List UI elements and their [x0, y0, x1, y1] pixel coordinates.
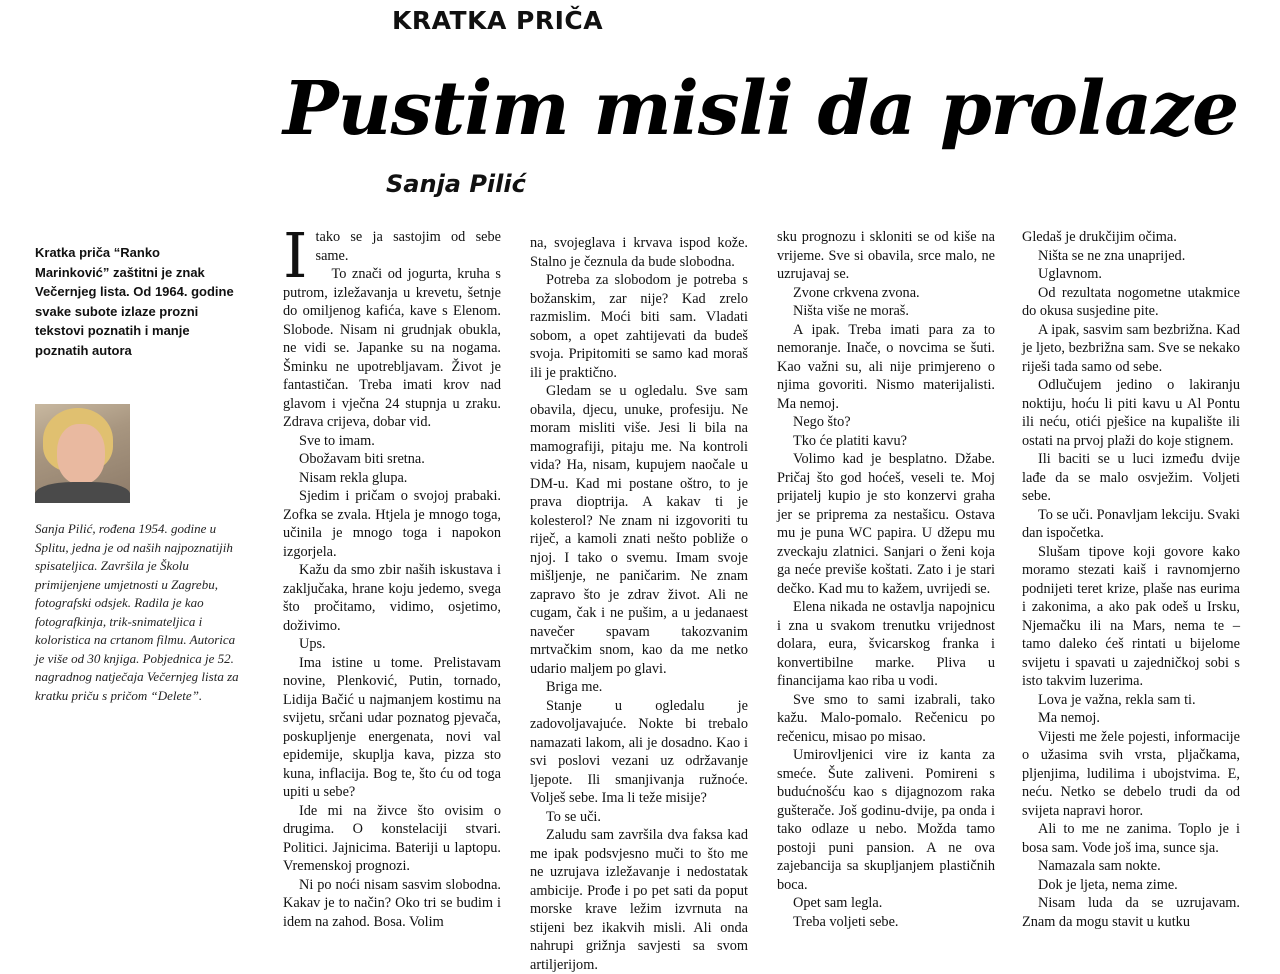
paragraph: Ups. — [299, 636, 326, 652]
paragraph: Kažu da smo zbir naših iskustava i zaključaka, hrane koju jedemo, svega što pročitamo, vidimo, osjetimo, doživimo. — [283, 562, 501, 634]
paragraph: Gledam se u ogledalu. Sve sam obavila, djecu, unuke, profesiju. Ne moram misliti više. Jesi li bila na mamografiji, pitaju me. Na kontroli vida? Ha, nisam, kupujem naočale u DM-u. Kad mi postane oštro, to je prava dioptrija. A kakav ti je kolesterol? Ne znam ni izgovoriti tu riječ, a kamoli znati nešto pobliže o njoj. I tako o svemu. Imam svoje mišljenje, ne paničarim. Ne znam zapravo što je zdrav život. Ali ne cugam, čak i ne pušim, a u jedanaest navečer spavam takozvanim mrtvačkim snom, kao da me netko udario maljem po glavi. — [530, 383, 748, 677]
paragraph: Ni po noći nisam sasvim slobodna. Kakav je to način? Oko tri se budim i idem na zahod. Bosa. Volim — [283, 876, 501, 930]
text-column-4 — [1022, 228, 1240, 931]
paragraph: Umirovljenici vire iz kanta za smeće. Šute zaliveni. Pomireni s budućnošću kao s dijagnozom raka gušterače. Još godinu-dvije, pa onda i tako odlaze u nebo. Možda tamo postoji puni pansion. A ne ova zajebancija sa skupljanjem plastičnih boca. — [777, 747, 995, 893]
article-headline: Pustim misli da prolaze — [283, 66, 1239, 152]
paragraph: To znači od jogurta, kruha s putrom, izležavanja u krevetu, šetnje do omiljenog kafića, kave s Elenom. Slobode. Nisam ni grudnjak obukla, ne vidi se. Japanke su na nogama. Šminku ne upotrebljavam. Život je fantastičan. Treba imati krov nad glavom i vječna 24 stupnja u zraku. Zdrava crijeva, dobar vid. — [283, 266, 501, 430]
paragraph: Ili baciti se u luci između dvije lađe da se malo osvježim. Voljeti sebe. — [1022, 451, 1240, 504]
paragraph: A ipak, sasvim sam bezbrižna. Kad je ljeto, bezbrižna sam. Sve se nekako riješi tada samo od sebe. — [1022, 321, 1240, 375]
paragraph: Ma nemoj. — [1038, 710, 1100, 726]
paragraph: Treba voljeti sebe. — [793, 913, 899, 930]
paragraph: Volimo kad je besplatno. Džabe. Pričaj što god hoćeš, veseli te. Moj prijatelj kupio je sto konzervi graha jer se priprema za nestašicu. Ostava mu je puna WC papira. U džepu mu zveckaju zlatnici. Sanjari o ženi koja ga neće previše koštati. Zato i je stari dečko. Kad mu to kažem, uvrijedi se. — [777, 451, 995, 597]
paragraph: Namazala sam nokte. — [1038, 858, 1161, 874]
paragraph: Slušam tipove koji govore kako moramo stezati kaiš i ravnomjerno podnijeti teret krize, plaše nas eurima i zakonima, a ako pak odeš u Irsku, Njemačku ili na Mars, nema te – tamo daleko ćeš rintati u bijelome svijetu i spavati u zajedničkoj sobi s isto takvim luzerima. — [1022, 543, 1240, 689]
paragraph: Uglavnom. — [1038, 266, 1102, 282]
paragraph: Sve to imam. — [299, 432, 375, 449]
paragraph: sku prognozu i skloniti se od kiše na vrijeme. Sve si obavila, srce malo, ne uzrujavaj se. — [777, 229, 995, 282]
paragraph: A ipak. Treba imati para za to nemoranje. Inače, o novcima se šuti. Kao važni su, ali nije primjereno o njima govoriti. Nismo materijalisti. Ma nemoj. — [777, 321, 995, 412]
paragraph: Ide mi na živce što ovisim o drugima. O konstelaciji stvari. Politici. Jajnicima. Bateriji u laptopu. Vremenskoj prognozi. — [283, 802, 501, 874]
text-column-3 — [777, 228, 995, 931]
author-bio: Sanja Pilić, rođena 1954. godine u Splitu, jedna je od naših najpoznatijih spisateljica. Završila je Školu primijenjene umjetnosti u Zagrebu, fotografski odsjek. Radila je kao fotografkinja, trik-snimateljica i koloristica na crtanom filmu. Autorica je više od 30 knjiga. Pobjednica je 52. nagradnog natječaja Večernjeg lista za kratku priču s pričom “Delete”. — [35, 521, 239, 703]
paragraph: Lova je važna, rekla sam ti. — [1038, 691, 1196, 708]
paragraph: Vijesti me žele pojesti, informacije o užasima svih vrsta, pljačkama, pljenjima, ludilima i ubojstvima. E, neću. Netko se debelo trudi da od svijeta napravi horor. — [1022, 728, 1240, 819]
series-intro: Kratka priča “Ranko Marinković” zaštitni je znak Večernjeg lista. Od 1964. godine svake subote izlaze prozni tekstovi poznatih i manje poznatih autora — [35, 245, 234, 358]
text-column-1 — [283, 219, 501, 931]
paragraph: Sjedim i pričam o svojoj prabaki. Zofka se zvala. Htjela je mnogo toga, učinila je mnogo toga i napokon izgorjela. — [283, 488, 501, 560]
paragraph: Zaludu sam završila dva faksa kad me ipak podsvjesno muči to što me ne uzrujava izležavanje i nedostatak ambicije. Prođe i po pet sati da poput morske krave ležim izvrnuta na stijeni bez ikakvih misli. Ali onda nahrupi grižnja savjesti sa svom artiljerijom. — [530, 827, 748, 973]
paragraph: Ali to me ne zanima. Toplo je i bosa sam. Vode još ima, sunce sja. — [1022, 821, 1240, 856]
paragraph: Sve smo to sami izabrali, tako kažu. Malo-pomalo. Rečenicu po rečenicu, misao po misao. — [777, 691, 995, 745]
section-label: KRATKA PRIČA — [392, 6, 604, 35]
paragraph: Tko će platiti kavu? — [793, 432, 907, 449]
text-column-2 — [530, 234, 748, 974]
paragraph: Opet sam legla. — [793, 895, 883, 911]
paragraph: Dok je ljeta, nema zime. — [1038, 876, 1178, 893]
paragraph: To se uči. Ponavljam lekciju. Svaki dan ispočetka. — [1022, 506, 1240, 541]
paragraph: Nisam rekla glupa. — [299, 469, 408, 486]
paragraph: Od rezultata nogometne utakmice do okusa susjedine pite. — [1022, 284, 1240, 319]
paragraph: Ništa se ne zna unaprijed. — [1038, 247, 1186, 264]
paragraph: Gledaš je drukčijim očima. — [1022, 229, 1177, 245]
paragraph: Briga me. — [546, 679, 603, 695]
paragraph: Ništa više ne moraš. — [793, 303, 909, 319]
paragraph: Elena nikada ne ostavlja napojnicu i zna u svakom trenutku vrijednost dolara, eura, švicarskog franka i konvertibilne marke. Pliva u financijama kao riba u vodi. — [777, 599, 995, 689]
drop-cap: I — [283, 219, 308, 292]
paragraph: Zvone crkvena zvona. — [793, 284, 920, 301]
paragraph: Nisam luda da se uzrujavam. Znam da mogu stavit u kutku — [1022, 895, 1240, 930]
paragraph: Potreba za slobodom je potreba s božanskim, zar nije? Kad zrelo razmislim. Moći biti sam. Vladati sobom, a opet zahtijevati da budeš svoja. Pripitomiti se samo kad moraš ili je praktično. — [530, 272, 748, 381]
paragraph: To se uči. — [546, 808, 601, 825]
paragraph: Nego što? — [793, 414, 851, 430]
paragraph: Odlučujem jedino o lakiranju noktiju, hoću li piti kavu u Al Pontu ili neću, otići pješice na kupalište ili ostati na prvoj plaži do koje stignem. — [1022, 377, 1240, 449]
paragraph: Obožavam biti sretna. — [299, 451, 425, 467]
paragraph: na, svojeglava i krvava ispod kože. Stalno je čeznula da bude slobodna. — [530, 235, 748, 270]
paragraph: Stanje u ogledalu je zadovoljavajuće. Nokte bi trebalo namazati lakom, ali je dosadno. Kao i svi poslovi vezani uz održavanje ljepote. Ili smanjivanja ružnoće. Volješ sebe. Ima li teže misije? — [530, 697, 748, 806]
author-photo — [35, 404, 130, 503]
paragraph: Ima istine u tome. Prelistavam novine, Plenković, Putin, tornado, Lidija Bačić u najmanjem kostimu na svijetu, srčani udar poznatog pjevača, poskupljenje energenata, novi val epidemije, skuplja kava, pizza sto kuna, inflacija. Bog te, što ću od toga upiti u sebe? — [283, 654, 501, 800]
paragraph: tako se ja sastojim od sebe same. — [315, 229, 501, 264]
article-author: Sanja Pilić — [386, 170, 526, 198]
